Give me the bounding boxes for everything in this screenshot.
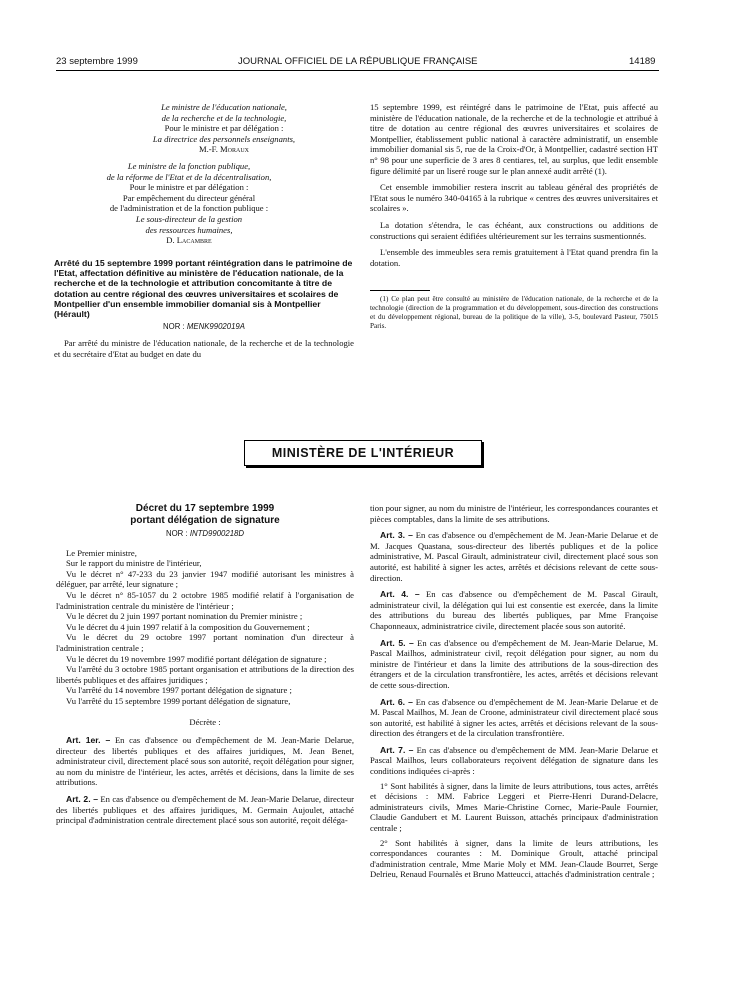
- arrete-intro: Par arrêté du ministre de l'éducation nationale, de la recherche et de la technologie et du secrétaire d'Etat au budget en date du: [54, 338, 354, 359]
- paragraph: La dotation s'étendra, le cas échéant, aux constructions ou additions de constructions qui seraient édifiées ultérieurement sur les terrains susmentionnés.: [370, 219, 658, 241]
- article-7: [370, 745, 658, 777]
- article-text: En cas d'absence ou d'empêchement de M. Jean-Marie Delarue et de M. Jacques Quastana, sous-directeur des libertés publiques et de la police administrative, M. Pascal Girault, administrateur civil, directement placé sous son autorité, est habilité à signer les actes, arrêtés et décisions relevant de cette sous-direction.: [370, 530, 659, 583]
- paragraph: 15 septembre 1999, est réintégré dans le patrimoine de l'Etat, puis affecté au ministère de l'éducation nationale, de la recherche et de la technologie et attribué à titre de dotation au centre régional des œuvres universitaires et scolaires de Montpellier, établissement public national à caractère administratif, un ensemble immobilier domanial sis 5, rue de la Croix-d'Or, à Montpellier, cadastré section HT n° 98 pour une superficie de 3 ares 8 centiares, tel, au surplus, que ledit ensemble figure délimité par un liseré rouge sur le plan annexé audit arrêté (1).: [370, 102, 658, 176]
- signature-line: Par empêchement du directeur général: [122, 192, 256, 203]
- signature-name: M.-F. Moraux: [198, 144, 249, 155]
- footnote: (1) Ce plan peut être consulté au ministère de l'éducation nationale, de la recherche et de la technologie (direction de la programmation et du développement, sous-direction des constructions et du développement régional, bureau de la politique de la ville), 3-5, boulevard Pasteur, 75015 Paris.: [370, 295, 658, 331]
- article-label: Art. 3. –: [380, 530, 413, 541]
- article-label: Art. 4. –: [380, 589, 420, 600]
- article-6: [370, 697, 658, 739]
- preamble-line: Vu le décret du 4 juin 1997 relatif à la composition du Gouvernement ;: [66, 621, 310, 632]
- signature-line: de la recherche et de la technologie,: [161, 112, 287, 123]
- article-label: Art. 1er. –: [66, 735, 111, 746]
- decrete-label: Décrète :: [189, 716, 221, 727]
- nor-label: NOR :: [163, 321, 185, 331]
- article-text: En cas d'absence ou d'empêchement de M. Pascal Girault, administrateur civil, la délégation qui lui est consentie est exercée, dans la limite des attributions du bureau des libertés publiques, par Mme Françoise Chaponneaux, administratrice civile, directement placée sous son autorité.: [370, 589, 658, 631]
- decree-left-column: [56, 503, 354, 826]
- decree-subtitle: portant délégation de signature: [130, 515, 280, 526]
- article-3: [370, 530, 658, 583]
- paragraph: L'ensemble des immeubles sera remis gratuitement à l'Etat quand prendra fin la dotation.: [370, 247, 658, 268]
- top-left-column: [54, 102, 354, 359]
- arrete-title: Arrêté du 15 septembre 1999 portant réintégration dans le patrimoine de l'Etat, affectation définitive au ministère de l'éducation nationale, de la recherche et de la technologie et attribution concomitante à titre de dotation au centre régional des œuvres universitaires et scolaires de Montpellier d'un ensemble immobilier domanial sis à Montpellier (Hérault): [54, 257, 353, 320]
- nor-value: INTD9900218D: [189, 529, 245, 538]
- signature-line: de l'administration et de la fonction publique :: [109, 203, 269, 214]
- preamble-line: Vu le décret du 2 juin 1997 portant nomination du Premier ministre ;: [66, 611, 303, 622]
- preamble-line: Vu le décret du 29 octobre 1997 portant nomination d'un directeur à l'administration centrale ;: [56, 632, 354, 653]
- decree-right-column: [370, 503, 658, 880]
- signature-line: Pour le ministre et par délégation :: [164, 123, 284, 134]
- signature-line: Le ministre de l'éducation nationale,: [161, 102, 287, 112]
- article-text: En cas d'absence ou d'empêchement de M. Jean-Marie Delarue, directeur des libertés publiques et des affaires juridiques, M. Germain Aujoulet, attaché principal d'administration centrale directement placé sous son autorité, reçoit déléga-: [56, 794, 354, 826]
- decree-nor: [56, 529, 354, 540]
- header-date: 23 septembre 1999: [56, 56, 138, 67]
- article-2-continued: tion pour signer, au nom du ministre de l'intérieur, les correspondances courantes et pièces comptables, dans la limite de ses attributions.: [370, 503, 658, 524]
- preamble-line: Vu le décret du 19 novembre 1997 modifié portant délégation de signature ;: [66, 653, 327, 664]
- signature-block-1: [54, 102, 354, 155]
- preamble-line: Vu le décret n° 85-1057 du 2 octobre 1985 modifié relatif à l'organisation de l'administration centrale du ministère de l'intérieur ;: [56, 589, 354, 611]
- article-text: En cas d'absence ou d'empêchement de M. Jean-Marie Delarue et de M. Pascal Mailhos, M. Jean de Croone, administrateur civil directement placé sous son autorité, est habilité à signer les actes, arrêtés et décisions relevant de la sous-direction des étrangers et de la circulation transfrontière.: [370, 696, 659, 739]
- preamble-line: Vu l'arrêté du 3 octobre 1985 portant organisation et attributions de la direction des libertés publiques et des affaires juridiques ;: [56, 664, 354, 685]
- article-text: En cas d'absence ou d'empêchement de M. Jean-Marie Delarue, M. Pascal Mailhos, administrateur civil, reçoit délégation pour signer, au nom du ministre de l'intérieur et dans la limite des attributions de la sous-direction des étrangers et de la circulation transfrontière, les actes, arrêtés et décisions relevant de cette sous-direction.: [370, 637, 658, 690]
- article-text: En cas d'absence ou d'empêchement de M. Jean-Marie Delarue, directeur des libertés publiques et des affaires juridiques, M. Jean Benet, administrateur civil, directement placé sous son autorité, reçoit délégation pour signer, au nom du ministre de l'intérieur, les actes, arrêtés et décisions, dans la limite de ses attributions.: [56, 735, 354, 788]
- preamble-line: Sur le rapport du ministre de l'intérieur,: [66, 558, 202, 569]
- signature-line: La directrice des personnels enseignants,: [152, 133, 296, 144]
- top-right-column: [370, 102, 658, 331]
- article-label: Art. 5. –: [380, 637, 414, 648]
- decree-preamble: [56, 548, 354, 707]
- nor-label: NOR :: [165, 529, 188, 538]
- signature-line: Le sous-directeur de la gestion: [135, 213, 243, 224]
- article-label: Art. 7. –: [380, 744, 414, 755]
- preamble-line: Vu l'arrêté du 15 septembre 1999 portant délégation de signature,: [66, 695, 291, 706]
- article-label: Art. 6. –: [380, 696, 413, 707]
- preamble-line: Vu l'arrêté du 14 novembre 1997 portant délégation de signature ;: [66, 685, 292, 696]
- decree-title: Décret du 17 septembre 1999: [135, 503, 275, 514]
- article-4: [370, 589, 658, 631]
- article-text: En cas d'absence ou d'empêchement de MM. Jean-Marie Delarue et Pascal Mailhos, leurs collaborateurs reçoivent délégation de signature dans les conditions indiquées ci-après :: [370, 744, 658, 777]
- signature-line: des ressources humaines,: [145, 224, 233, 235]
- footnote-rule: [370, 290, 430, 291]
- preamble-line: Vu le décret n° 47-233 du 23 janvier 1947 modifié autorisant les ministres à déléguer, par arrêté, leur signature ;: [56, 568, 354, 590]
- preamble-line: Le Premier ministre,: [66, 547, 137, 558]
- signature-line: de la réforme de l'Etat et de la décentralisation,: [106, 171, 272, 182]
- nor-value: MENK9902019A: [186, 321, 245, 331]
- signature-line: Le ministre de la fonction publique,: [127, 160, 251, 171]
- article-7-item-1: 1° Sont habilités à signer, dans la limite de leurs attributions, tous actes, arrêtés et décisions : MM. Fabrice Leggeri et Pierre-Henri Durand-Delacre, administrateurs civils, Mmes Marie-Christine Cornec, Marie-Paule Fournier, Claudie Gandubert et M. Laurent Buisson, attachés principaux d'administration centrale ;: [370, 780, 658, 834]
- paragraph: Cet ensemble immobilier restera inscrit au tableau général des propriétés de l'Etat sous le numéro 340-04165 à la rubrique « centres des œuvres universitaires et scolaires ».: [370, 182, 658, 214]
- article-1: [56, 735, 354, 788]
- arrete-nor: [54, 322, 354, 333]
- signature-line: Pour le ministre et par délégation :: [129, 182, 249, 193]
- article-2: [56, 794, 354, 826]
- header-rule: [56, 70, 659, 71]
- signature-name: D. Lacambre: [166, 235, 212, 246]
- article-5: [370, 638, 658, 691]
- signature-block-2: [54, 161, 354, 246]
- article-label: Art. 2. –: [66, 794, 98, 805]
- article-7-item-2: 2° Sont habilités à signer, dans la limite de leurs attributions, les correspondances courantes : M. Dominique Groult, attaché principal d'administration centrale, Mme Marie Moly et MM. Jean-Claude Bourret, Serge Delrieu, Renaud Fournalès et Bruno Matteucci, attachés d'administration centrale ;: [370, 837, 658, 880]
- ministry-heading: MINISTÈRE DE L'INTÉRIEUR: [244, 440, 482, 466]
- page-number: 14189: [629, 56, 656, 67]
- journal-title: JOURNAL OFFICIEL DE LA RÉPUBLIQUE FRANÇAISE: [238, 56, 478, 67]
